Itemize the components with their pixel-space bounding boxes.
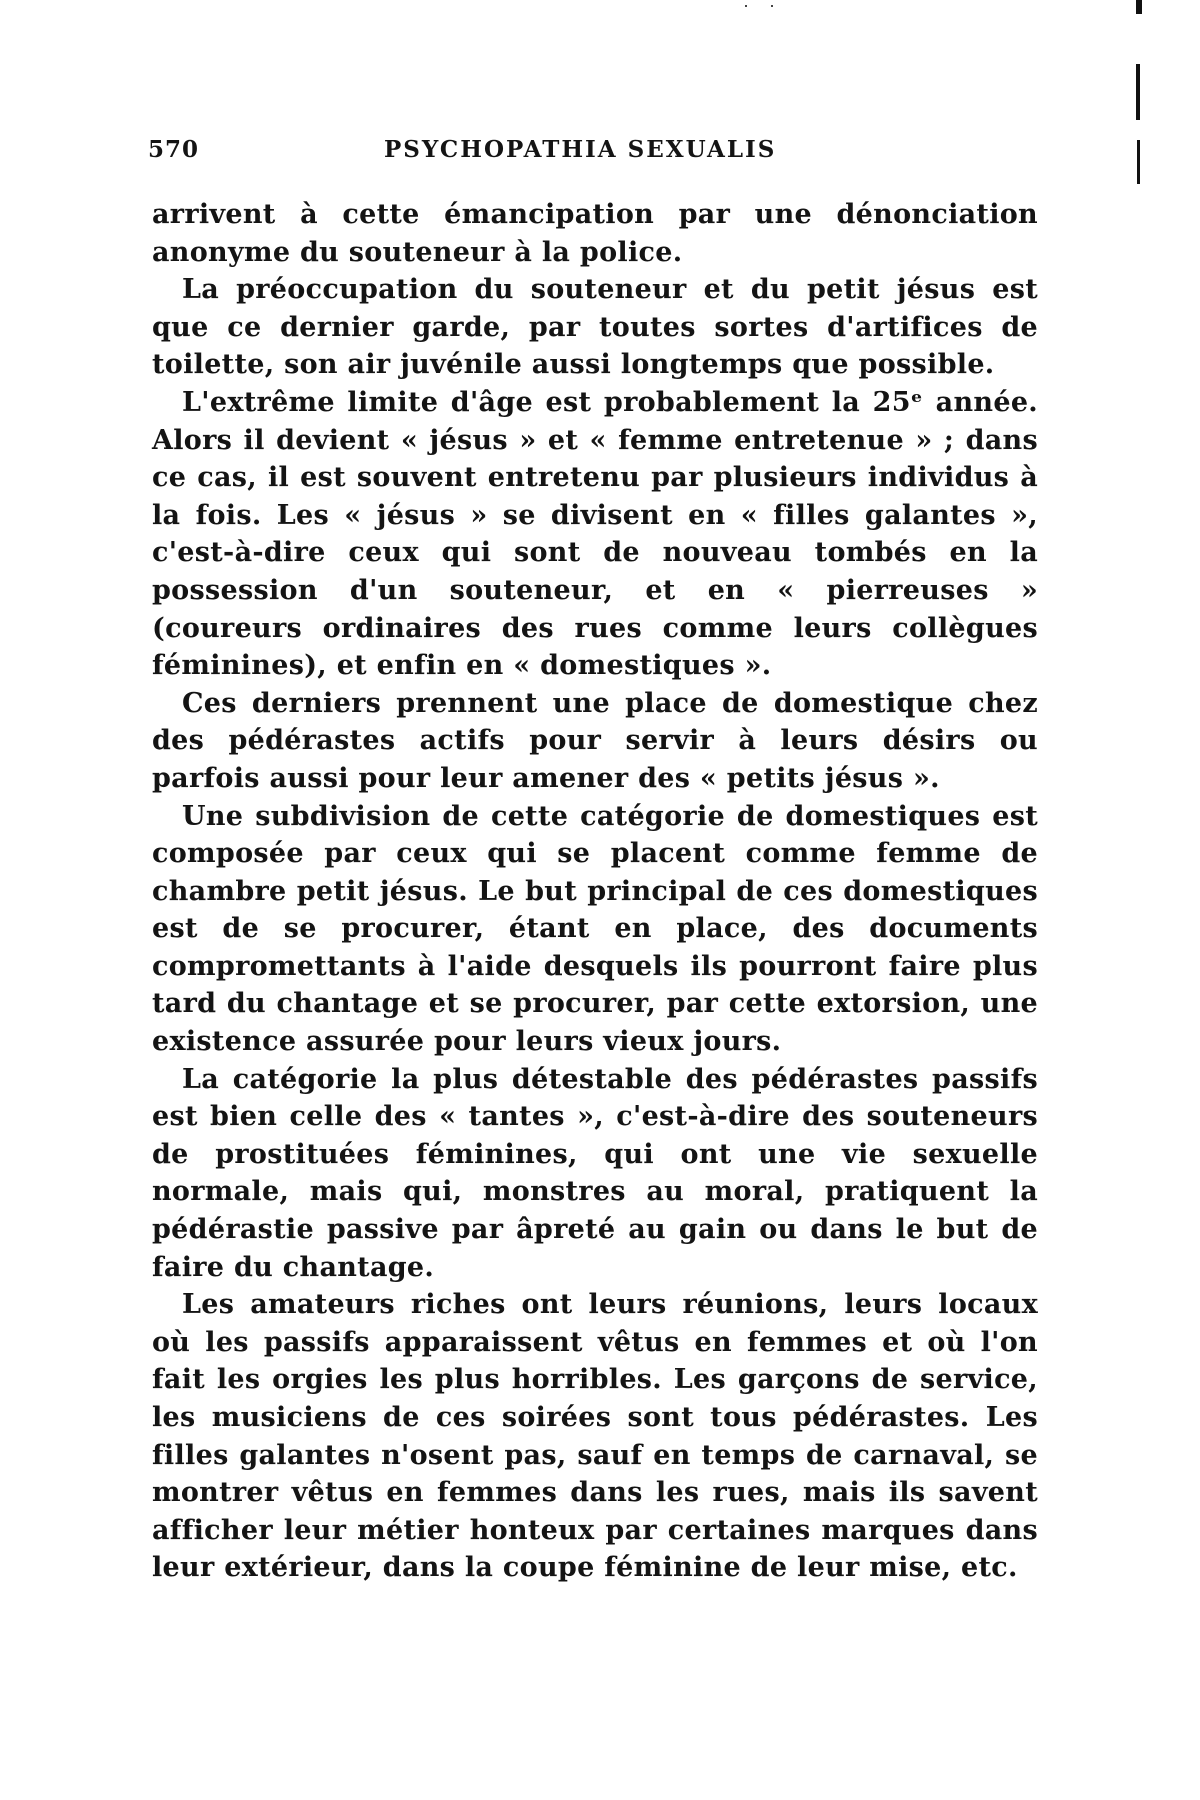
page-number: 570 <box>148 136 200 163</box>
paragraph: arrivent à cette émancipation par une dénonciation anonyme du souteneur à la police. <box>152 199 1038 268</box>
scan-edge-bar <box>1136 64 1140 120</box>
scan-edge-mark <box>1136 0 1142 14</box>
scan-edge-bar <box>1137 140 1140 184</box>
scan-speck <box>771 5 773 7</box>
paragraph: La catégorie la plus détestable des pédérastes passifs est bien celle des « tantes », c'est-à-dire des souteneurs de prostituées féminines, qui ont une vie sexuelle normale, mais qui, monstres au moral, pratiquent la pédérastie passive par âpreté au gain ou dans le but de faire du chantage. <box>152 1063 1038 1283</box>
paragraph: Les amateurs riches ont leurs réunions, leurs locaux où les passifs apparaissent vêtus en femmes et où l'on fait les orgies les plus horribles. Les garçons de service, les musiciens de ces soirées sont tous pédérastes. Les filles galantes n'osent pas, sauf en temps de carnaval, se montrer vêtus en femmes dans les rues, mais ils savent afficher leur métier honteux par certaines marques dans leur extérieur, dans la coupe féminine de leur mise, etc. <box>152 1289 1038 1584</box>
body-text <box>152 196 1038 1587</box>
paragraph: La préoccupation du souteneur et du petit jésus est que ce dernier garde, par toutes sortes d'artifices de toilette, son air juvénile aussi longtemps que possible. <box>152 274 1038 381</box>
paragraph: Une subdivision de cette catégorie de domestiques est composée par ceux qui se placent comme femme de chambre petit jésus. Le but principal de ces domestiques est de se procurer, étant en place, des documents compromettants à l'aide desquels ils pourront faire plus tard du chantage et se procurer, par cette extorsion, une existence assurée pour leurs vieux jours. <box>152 800 1038 1058</box>
page-header <box>148 136 930 176</box>
paragraph: Ces derniers prennent une place de domestique chez des pédérastes actifs pour servir à leurs désirs ou parfois aussi pour leur amener des « petits jésus ». <box>152 687 1038 794</box>
running-title: PSYCHOPATHIA SEXUALIS <box>384 136 777 163</box>
paragraph: L'extrême limite d'âge est probablement la 25ᵉ année. Alors il devient « jésus » et « femme entretenue » ; dans ce cas, il est souvent entretenu par plusieurs individus à la fois. Les « jésus » se divisent en « filles galantes », c'est-à-dire ceux qui sont de nouveau tombés en la possession d'un souteneur, et en « pierreuses » (coureurs ordinaires des rues comme leurs collègues féminines), et enfin en « domestiques ». <box>152 386 1038 682</box>
scan-speck <box>745 5 747 7</box>
